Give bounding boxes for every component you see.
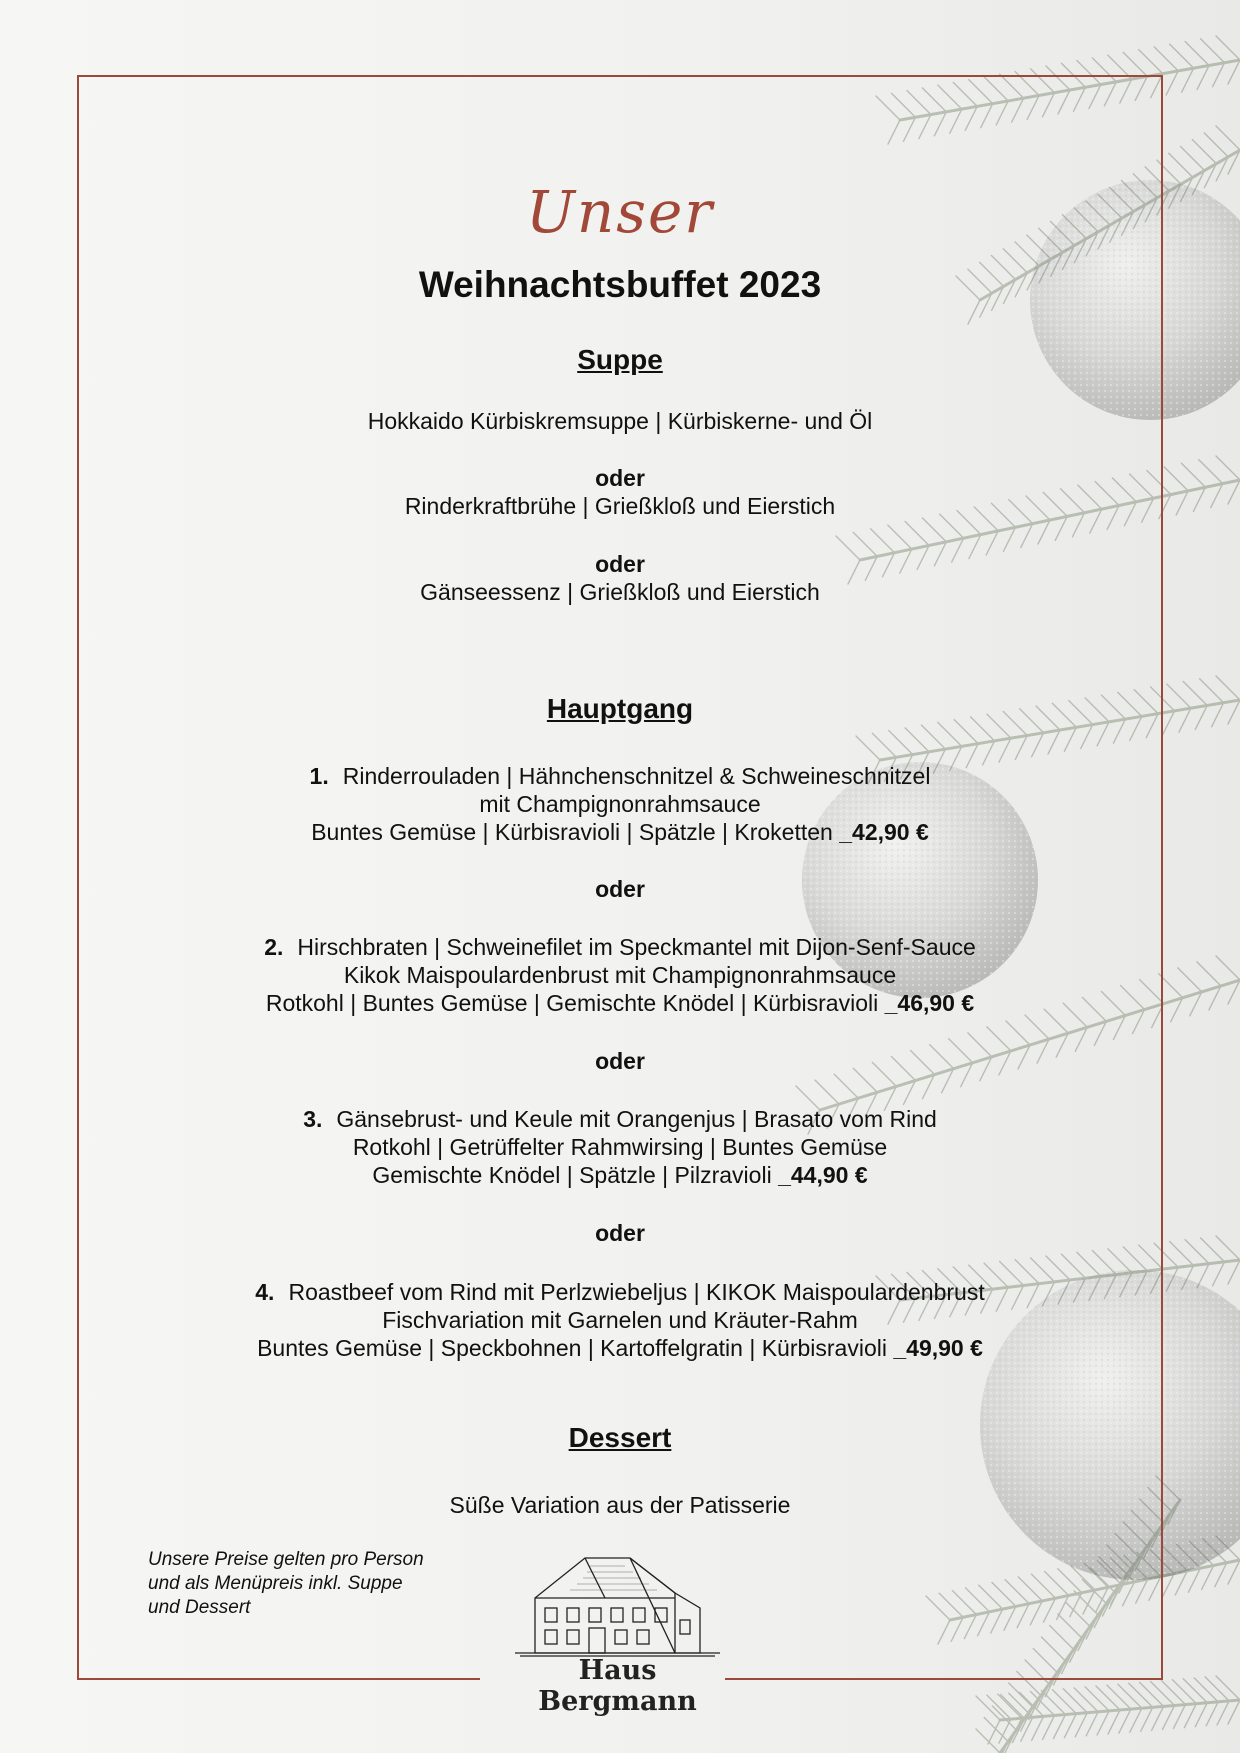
frame-bottom-left — [77, 1678, 480, 1680]
course-2-number: 2. — [264, 934, 284, 960]
course-4-line-1 — [0, 1278, 1240, 1306]
course-3-line-2: Rotkohl | Getrüffelter Rahmwirsing | Buntes Gemüse — [352, 1134, 888, 1160]
course-2-sides: Rotkohl | Buntes Gemüse | Gemischte Knödel | Kürbisravioli — [265, 990, 879, 1016]
logo-text: Haus Bergmann — [538, 1655, 697, 1717]
course-1-sides: Buntes Gemüse | Kürbisravioli | Spätzle | Kroketten — [311, 819, 833, 845]
course-3-price: _44,90 € — [778, 1162, 868, 1188]
course-2-line-2: Kikok Maispoulardenbrust mit Champignonrahmsauce — [343, 962, 897, 988]
course-2-dishes: Hirschbraten | Schweinefilet im Speckmantel mit Dijon-Senf-Sauce — [297, 934, 976, 960]
course-3-dishes: Gänsebrust- und Keule mit Orangenjus | Brasato vom Rind — [336, 1106, 937, 1132]
soup-option-3: Gänseessenz | Grießkloß und Eierstich — [420, 579, 820, 605]
course-2-price: _46,90 € — [884, 990, 975, 1016]
dessert-text: Süße Variation aus der Patisserie — [449, 1492, 791, 1518]
soup-option-2: Rinderkraftbrühe | Grießkloß und Eierstich — [404, 493, 836, 519]
course-1-price: _42,90 € — [839, 819, 929, 845]
course-3-sides: Gemischte Knödel | Spätzle | Pilzravioli — [372, 1162, 772, 1188]
course-4-line-3 — [0, 1334, 1240, 1362]
course-4-number: 4. — [255, 1279, 275, 1305]
course-4-dishes: Roastbeef vom Rind mit Perlzwiebeljus | KIKOK Maispoulardenbrust — [288, 1279, 985, 1305]
dessert-heading: Dessert — [568, 1422, 672, 1453]
soup-separator-2: oder — [595, 551, 645, 577]
course-4-sides: Buntes Gemüse | Speckbohnen | Kartoffelgratin | Kürbisravioli — [257, 1335, 887, 1361]
soup-separator-1: oder — [595, 465, 645, 491]
course-3-line-1 — [0, 1105, 1240, 1133]
main-heading: Hauptgang — [546, 693, 694, 724]
soup-heading: Suppe — [577, 344, 663, 375]
main-separator-3: oder — [595, 1220, 645, 1246]
course-1-line-2: mit Champignonrahmsauce — [479, 791, 761, 817]
soup-option-1: Hokkaido Kürbiskremsuppe | Kürbiskerne- und Öl — [367, 408, 873, 434]
course-4-line-2: Fischvariation mit Garnelen und Kräuter-Rahm — [382, 1307, 858, 1333]
price-note-line-2: und als Menüpreis inkl. Suppe — [148, 1573, 403, 1594]
course-3-number: 3. — [303, 1106, 323, 1132]
course-1-number: 1. — [309, 763, 329, 789]
main-separator-1: oder — [595, 876, 645, 902]
course-1-line-1 — [0, 762, 1240, 790]
price-note — [148, 1548, 424, 1620]
price-note-line-3: und Dessert — [148, 1597, 251, 1618]
price-note-line-1: Unsere Preise gelten pro Person — [148, 1549, 424, 1570]
course-3-line-3 — [0, 1161, 1240, 1189]
course-4-price: _49,90 € — [893, 1335, 983, 1361]
course-1-dishes: Rinderrouladen | Hähnchenschnitzel & Schweineschnitzel — [342, 763, 931, 789]
course-2-line-3 — [0, 989, 1240, 1017]
main-separator-2: oder — [595, 1048, 645, 1074]
page-title: Weihnachtsbuffet 2023 — [418, 264, 822, 305]
course-1-line-3 — [0, 818, 1240, 846]
script-title: Unser — [525, 178, 715, 246]
course-2-line-1 — [0, 933, 1240, 961]
frame-bottom-right — [725, 1678, 1163, 1680]
